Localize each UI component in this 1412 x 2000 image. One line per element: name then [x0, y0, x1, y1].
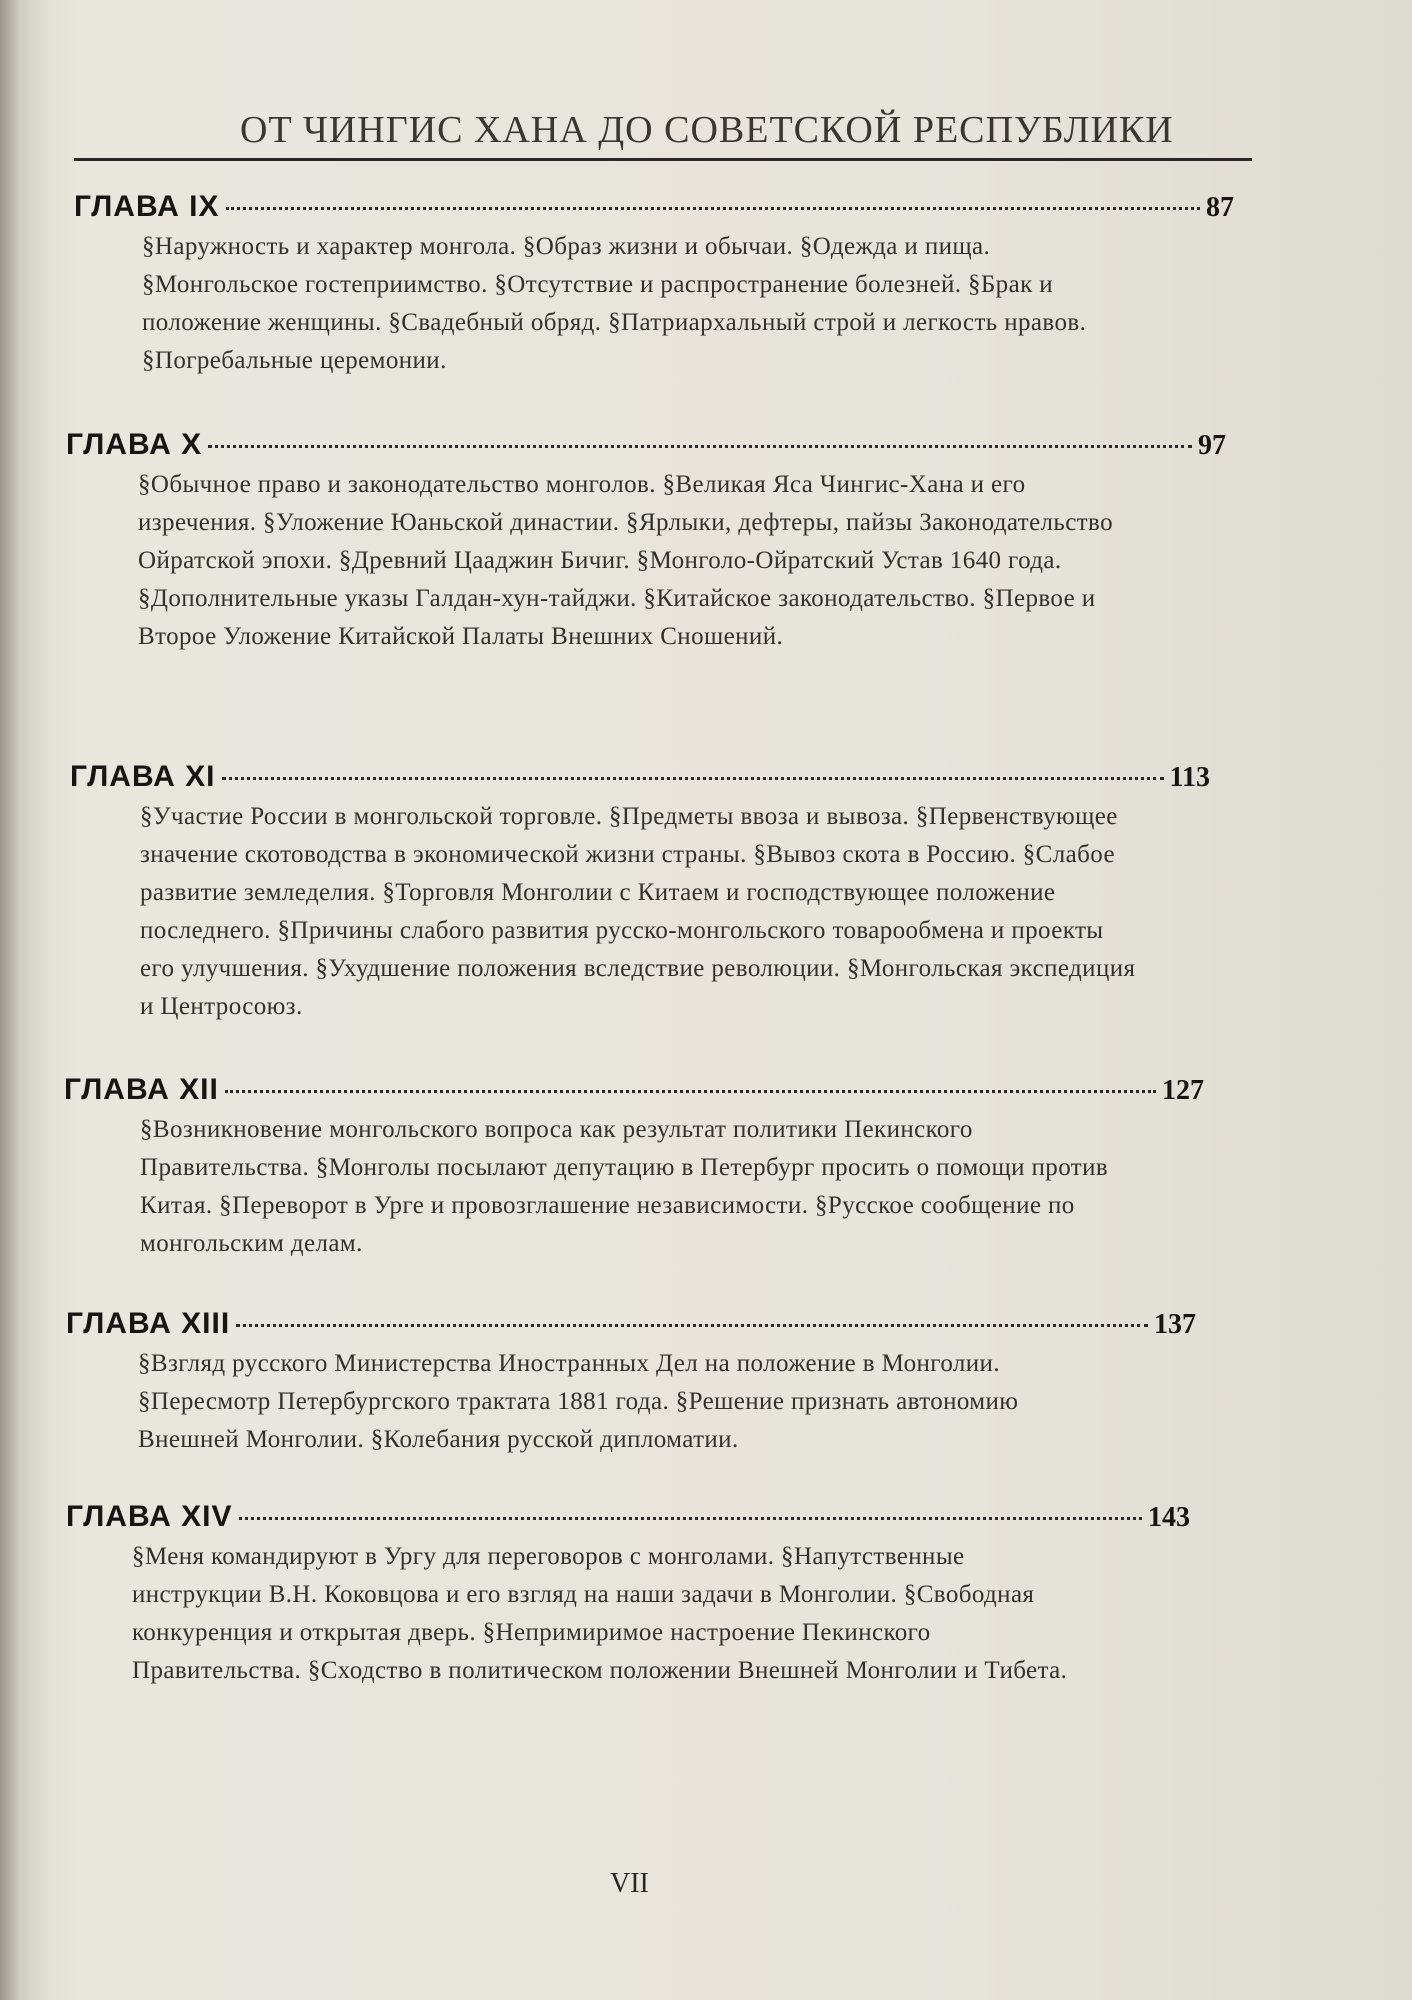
chapter-title: ГЛАВА XI	[70, 760, 216, 793]
dot-leader	[222, 777, 1164, 780]
chapter-summary: §Возникновение монгольского вопроса как результат политики Пекинского Правительства. §Монголы посылают депутацию в Петербург просить о помощи против Китая. §Переворот в Урге и провозглашение независимости. §Русское сообщение по монгольским делам.	[140, 1116, 1109, 1257]
chapter-summary: §Обычное право и законодательство монголов. §Великая Яса Чингис-Хана и его изречения. §Уложение Юаньской династии. §Ярлыки, дефтеры, пайзы Законодательство Ойратской эпохи. §Древний Цааджин Бичиг. §Монголо-Ойратский Устав 1640 года. §Дополнительные указы Галдан-хун-тайджи. §Китайское законодательство. §Первое и Второе Уложение Китайской Палаты Внешних Сношений.	[138, 471, 1113, 650]
chapter-title: ГЛАВА XIII	[66, 1307, 231, 1340]
dot-leader	[225, 1090, 1156, 1093]
chapter-summary: §Наружность и характер монгола. §Образ жизни и обычаи. §Одежда и пища. §Монгольское гостеприимство. §Отсутствие и распространение болезней. §Брак и положение женщины. §Свадебный обряд. §Патриархальный строй и легкость нравов. §Погребальные церемонии.	[142, 233, 1087, 374]
chapter-summary: §Меня командируют в Ургу для переговоров с монголами. §Напутственные инструкции В.Н. Коковцова и его взгляд на наши задачи в Монголии. §Свободная конкуренция и открытая дверь. §Непримиримое настроение Пекинского Правительства. §Сходство в политическом положении Внешней Монголии и Тибета.	[132, 1543, 1068, 1684]
dot-leader	[236, 1324, 1148, 1327]
chapter-page-number: 143	[1148, 1502, 1190, 1533]
dot-leader	[239, 1517, 1143, 1520]
page-folio: VII	[610, 1868, 649, 1899]
header-rule	[74, 158, 1252, 161]
chapter-page-number: 127	[1162, 1075, 1204, 1106]
chapter-summary: §Взгляд русского Министерства Иностранных Дел на положение в Монголии. §Пересмотр Петербургского трактата 1881 года. §Решение признать автономию Внешней Монголии. §Колебания русской дипломатии.	[138, 1350, 1019, 1453]
dot-leader	[208, 445, 1192, 448]
chapter-page-number: 113	[1169, 762, 1210, 793]
chapter-title: ГЛАВА XIV	[66, 1500, 233, 1533]
chapter-title: ГЛАВА XII	[64, 1073, 219, 1106]
chapter-summary: §Участие России в монгольской торговле. §Предметы ввоза и вывоза. §Первенствующее значение скотоводства в экономической жизни страны. §Вывоз скота в Россию. §Слабое развитие земледелия. §Торговля Монголии с Китаем и господствующее положение последнего. §Причины слабого развития русско-монгольского товарообмена и проекты его улучшения. §Ухудшение положения вследствие революции. §Монгольская экспедиция и Центросоюз.	[140, 803, 1136, 1020]
running-head: ОТ ЧИНГИС ХАНА ДО СОВЕТСКОЙ РЕСПУБЛИКИ	[240, 109, 1174, 151]
chapter-page-number: 87	[1206, 192, 1234, 223]
dot-leader	[226, 207, 1201, 210]
chapter-page-number: 137	[1154, 1309, 1196, 1340]
chapter-title: ГЛАВА IX	[74, 190, 220, 223]
chapter-page-number: 97	[1198, 430, 1226, 461]
chapter-title: ГЛАВА X	[66, 428, 203, 461]
book-spine	[0, 0, 18, 2000]
